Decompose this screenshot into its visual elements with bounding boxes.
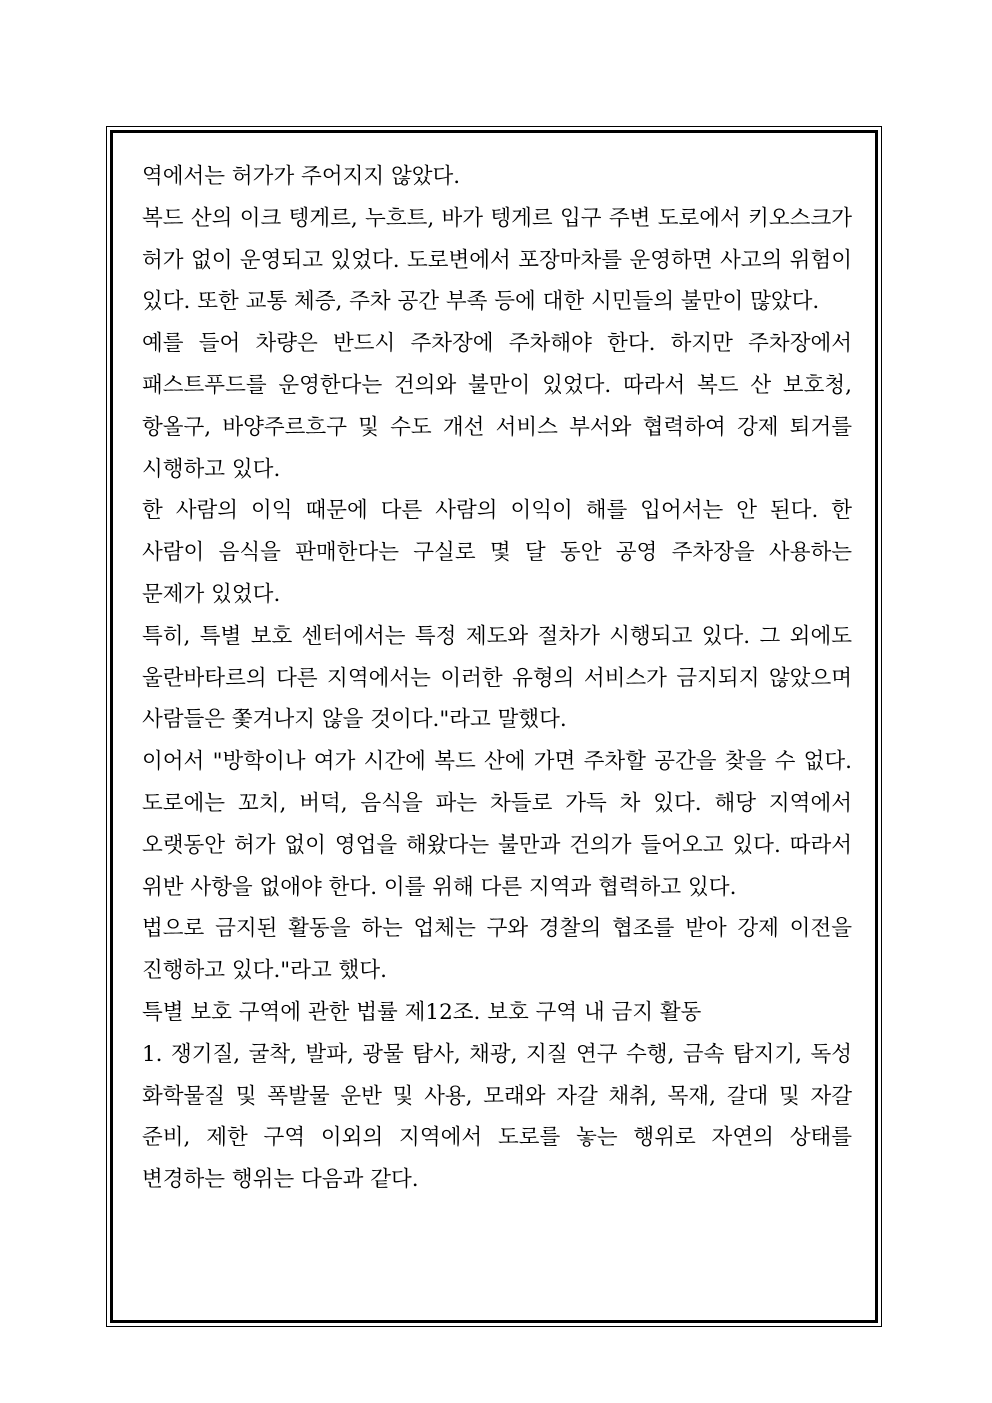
paragraph-5: 특히, 특별 보호 센터에서는 특정 제도와 절차가 시행되고 있다. 그 외에도 울란바타르의 다른 지역에서는 이러한 유형의 서비스가 금지되지 않았으며 사람들은 쫓겨나지 않을 것이다."라고 말했다.	[142, 623, 852, 733]
paragraph-6: 이어서 "방학이나 여가 시간에 복드 산에 가면 주차할 공간을 찾을 수 없다. 도로에는 꼬치, 버덕, 음식을 파는 차들로 가득 차 있다. 해당 지역에서 오랫동안 허가 없이 영업을 해왔다는 불만과 건의가 들어오고 있다. 따라서 위반 사항을 없애야 한다. 이를 위해 다른 지역과 협력하고 있다.	[142, 749, 852, 900]
paragraph-1: 역에서는 허가가 주어지지 않았다.	[142, 164, 461, 189]
document-body	[142, 156, 852, 1201]
paragraph-4: 한 사람의 이익 때문에 다른 사람의 이익이 해를 입어서는 안 된다. 한 사람이 음식을 판매한다는 구실로 몇 달 동안 공영 주차장을 사용하는 문제가 있었다.	[142, 498, 852, 607]
law-article-item-1: 1. 쟁기질, 굴착, 발파, 광물 탐사, 채광, 지질 연구 수행, 금속 탐지기, 독성 화학물질 및 폭발물 운반 및 사용, 모래와 자갈 채취, 목재, 갈대 및 자갈 준비, 제한 구역 이외의 지역에서 도로를 놓는 행위로 자연의 상태를 변경하는 행위는 다음과 같다.	[142, 1041, 852, 1193]
paragraph-2: 복드 산의 이크 텡게르, 누흐트, 바가 텡게르 입구 주변 도로에서 키오스크가 허가 없이 운영되고 있었다. 도로변에서 포장마차를 운영하면 사고의 위험이 있다. 또한 교통 체증, 주차 공간 부족 등에 대한 시민들의 불만이 많았다.	[142, 205, 852, 315]
paragraph-7: 법으로 금지된 활동을 하는 업체는 구와 경찰의 협조를 받아 강제 이전을 진행하고 있다."라고 했다.	[142, 916, 852, 984]
law-article-heading: 특별 보호 구역에 관한 법률 제12조. 보호 구역 내 금지 활동	[142, 999, 702, 1025]
paragraph-3: 예를 들어 차량은 반드시 주차장에 주차해야 한다. 하지만 주차장에서 패스트푸드를 운영한다는 건의와 불만이 있었다. 따라서 복드 산 보호청, 항올구, 바양주르흐구 및 수도 개선 서비스 부서와 협력하여 강제 퇴거를 시행하고 있다.	[142, 331, 852, 482]
